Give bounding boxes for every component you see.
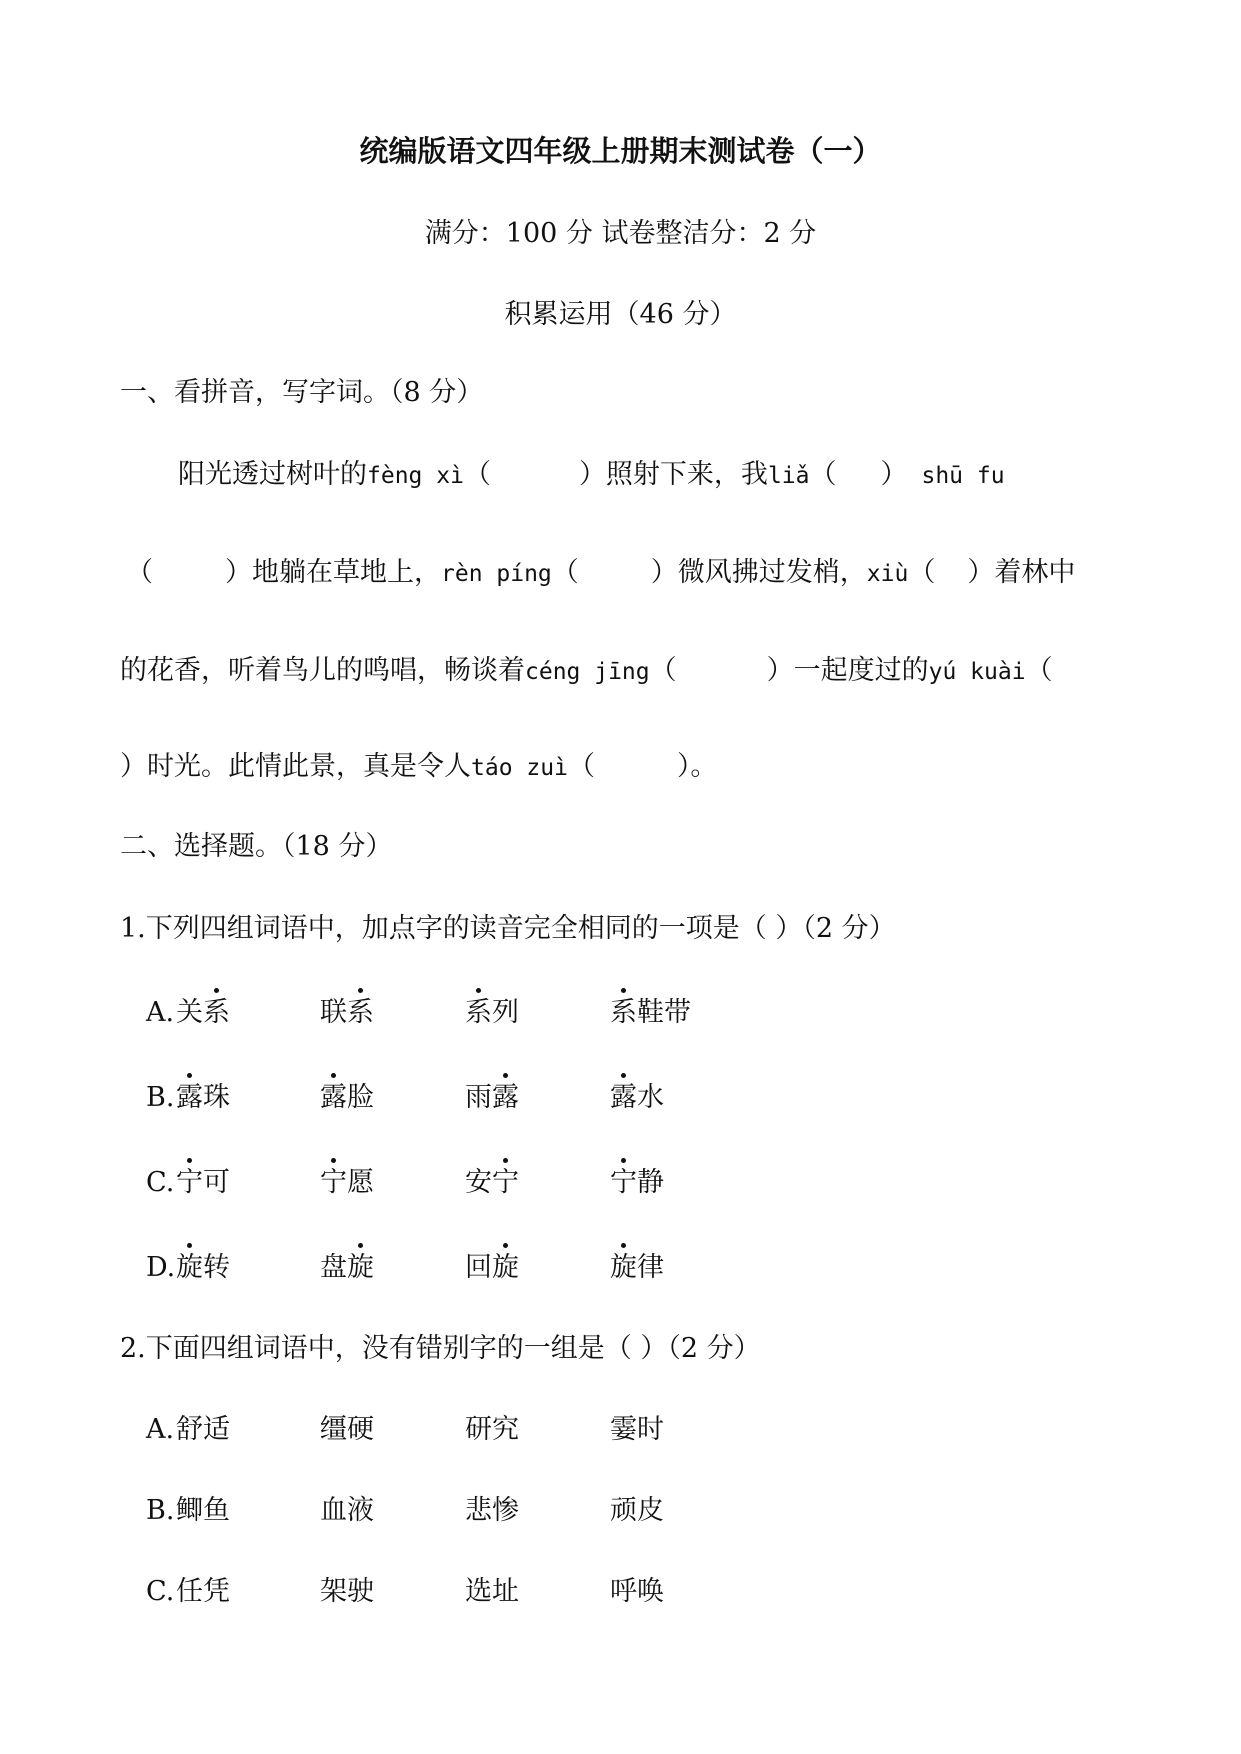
option-c-word: 安宁: [465, 1167, 519, 1198]
option-a-word: 联系: [320, 997, 374, 1028]
bracket-open: （: [809, 459, 837, 490]
q2-2-stem: 2.下面四组词语中，没有错别字的一组是（ ）（2 分）: [120, 1333, 761, 1364]
option-b-word: 露珠: [176, 1082, 230, 1113]
dotted-char: 宁: [320, 1167, 347, 1198]
option-c-word: 呼唤: [610, 1576, 664, 1607]
dotted-char: 露: [492, 1082, 519, 1113]
option-d-word: 回旋: [465, 1252, 519, 1283]
dotted-char: 旋: [347, 1252, 374, 1283]
q1-line-3: [120, 654, 1053, 689]
dotted-char: 宁: [176, 1167, 203, 1198]
q1-line-4: [120, 750, 717, 785]
pinyin-fengxi: fèng xì: [367, 463, 464, 489]
dotted-char: 露: [610, 1082, 637, 1113]
option-a-word: 研究: [465, 1414, 519, 1445]
pinyin-lia: liǎ: [767, 463, 810, 489]
dotted-char: 旋: [610, 1252, 637, 1283]
option-c-word: 选址: [465, 1576, 519, 1607]
q1-text: 阳光透过树叶的: [178, 459, 367, 490]
dotted-char: 系: [610, 997, 637, 1028]
dotted-char: 系: [203, 997, 230, 1028]
option-c-label: C.: [146, 1576, 175, 1607]
score-info: 满分：100 分 试卷整洁分：2 分: [424, 218, 817, 249]
option-c-word: 宁静: [610, 1167, 664, 1198]
option-d-label: D.: [146, 1252, 176, 1283]
option-c-label: C.: [146, 1167, 175, 1198]
q2-1-stem: 1.下列四组词语中，加点字的读音完全相同的一项是（ ）（2 分）: [120, 913, 896, 944]
option-c-word: 任凭: [176, 1576, 230, 1607]
option-b-word: 顽皮: [610, 1495, 664, 1526]
option-a-word: 关系: [176, 997, 230, 1028]
pinyin-taozui: táo zuì: [471, 755, 568, 781]
pinyin-cengjing: céng jīng: [525, 659, 650, 685]
bracket-open: （: [551, 557, 579, 588]
q2-heading: 二、选择题。（18 分）: [120, 831, 393, 862]
option-c-word: 宁愿: [320, 1167, 374, 1198]
option-a-word: 霎时: [610, 1414, 664, 1445]
q1-text: 的花香，听着鸟儿的鸣唱，畅谈着: [120, 655, 525, 686]
pinyin-xiu: xiù: [866, 561, 909, 587]
option-b-label: B.: [146, 1495, 175, 1526]
option-b-word: 雨露: [465, 1082, 519, 1113]
option-d-word: 盘旋: [320, 1252, 374, 1283]
option-d-word: 旋律: [610, 1252, 664, 1283]
bracket-open: （: [567, 751, 595, 782]
option-a-label: A.: [146, 997, 175, 1028]
dotted-char: 旋: [176, 1252, 203, 1283]
option-b-word: 露水: [610, 1082, 664, 1113]
q1-text: ）微风拂过发梢，: [650, 557, 867, 588]
dotted-char: 宁: [492, 1167, 519, 1198]
bracket-open: （: [463, 459, 491, 490]
dotted-char: 露: [176, 1082, 203, 1113]
dotted-char: 旋: [492, 1252, 519, 1283]
q1-text: ）一起度过的: [766, 655, 929, 686]
q1-text: ）地躺在草地上，: [225, 557, 441, 588]
option-c-word: 宁可: [176, 1167, 230, 1198]
pinyin-renping: rèn píng: [441, 561, 552, 587]
option-b-word: 血液: [320, 1495, 374, 1526]
q1-line-2: [126, 556, 1075, 591]
dotted-char: 露: [320, 1082, 347, 1113]
section-heading: 积累运用（46 分）: [504, 299, 737, 330]
option-a-word: 系鞋带: [610, 997, 691, 1028]
bracket-open: （: [908, 557, 936, 588]
dotted-char: 系: [465, 997, 492, 1028]
option-a-word: 缰硬: [320, 1414, 374, 1445]
dotted-char: 宁: [610, 1167, 637, 1198]
bracket-open: （: [126, 557, 153, 588]
q1-text: ）着林中: [967, 557, 1076, 588]
option-b-word: 露脸: [320, 1082, 374, 1113]
bracket-close: ）: [880, 459, 908, 490]
bracket-open: （: [1025, 655, 1053, 686]
option-c-word: 架驶: [320, 1576, 374, 1607]
q1-text: ）。: [676, 751, 718, 782]
q1-line-1: [178, 458, 1005, 493]
pinyin-yukuai: yú kuài: [928, 659, 1026, 685]
bracket-open: （: [649, 655, 677, 686]
option-a-label: A.: [146, 1414, 175, 1445]
option-d-word: 旋转: [176, 1252, 230, 1283]
page-title: 统编版语文四年级上册期末测试卷（一）: [359, 134, 882, 168]
dotted-char: 系: [347, 997, 374, 1028]
option-a-word: 系列: [465, 997, 519, 1028]
pinyin-shufu: shū fu: [921, 463, 1005, 489]
q1-heading: 一、看拼音，写字词。（8 分）: [120, 377, 484, 408]
option-a-word: 舒适: [176, 1414, 230, 1445]
option-b-word: 悲惨: [465, 1495, 519, 1526]
option-b-label: B.: [146, 1082, 175, 1113]
option-b-word: 鲫鱼: [176, 1495, 230, 1526]
q1-text: ）时光。此情此景，真是令人: [120, 751, 471, 782]
q1-text: ）照射下来，我: [578, 459, 768, 490]
